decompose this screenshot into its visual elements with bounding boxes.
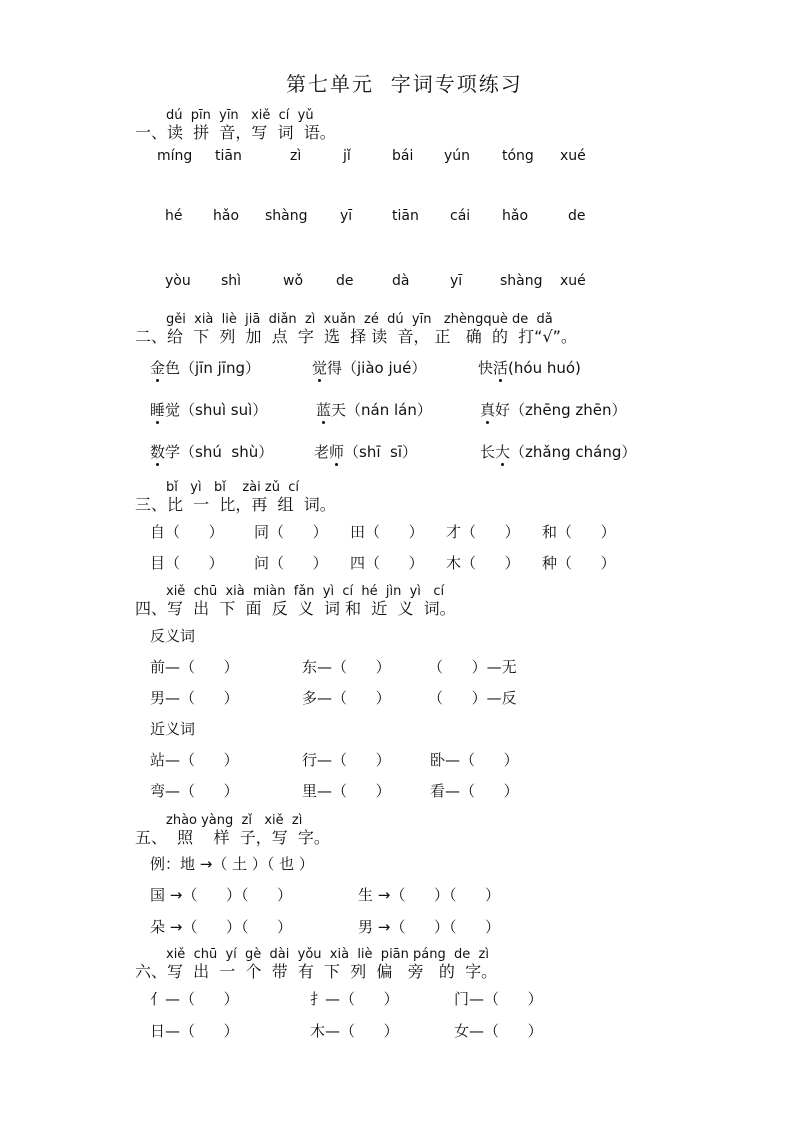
s1-syllable: shì bbox=[221, 273, 242, 289]
s3-row1-1: 自（ ） bbox=[150, 523, 224, 541]
antonym-1-3: （ ）—无 bbox=[428, 658, 517, 676]
pronunciation-item bbox=[314, 441, 417, 462]
pronunciation-item bbox=[480, 399, 627, 420]
pronunciation-options: 得（jiào jué） bbox=[327, 359, 427, 377]
s6-row2-2: 木—（ ） bbox=[310, 1022, 399, 1040]
s1-syllable: hé bbox=[165, 208, 183, 224]
s1-syllable: shàng bbox=[265, 208, 308, 224]
pronunciation-options: （zhǎng cháng） bbox=[510, 443, 637, 461]
s1-heading: 一、读 拼 音，写 词 语。 bbox=[135, 123, 336, 142]
synonym-1-3: 卧—（ ） bbox=[430, 751, 519, 769]
s1-syllable: wǒ bbox=[283, 273, 304, 289]
pronunciation-item bbox=[150, 399, 267, 420]
s1-syllable: yún bbox=[444, 148, 471, 164]
pronunciation-item bbox=[480, 441, 636, 462]
dotted-char: 师 bbox=[329, 443, 345, 461]
item-char: 长 bbox=[480, 443, 496, 461]
s6-row1-2: 扌—（ ） bbox=[310, 990, 399, 1008]
s1-syllable: tiān bbox=[392, 208, 419, 224]
s1-syllable: tiān bbox=[215, 148, 242, 164]
s3-heading: 三、比 一 比，再 组 词。 bbox=[135, 495, 336, 514]
pronunciation-item bbox=[478, 357, 581, 378]
dotted-char: 数 bbox=[150, 443, 166, 461]
s1-syllable: yī bbox=[450, 273, 463, 289]
pronunciation-options: 好（zhēng zhēn） bbox=[495, 401, 627, 419]
pronunciation-options: 天（nán lán） bbox=[331, 401, 432, 419]
s1-pinyin: dú pīn yīn xiě cí yǔ bbox=[166, 108, 314, 123]
pronunciation-options: 学（shú shù） bbox=[165, 443, 274, 461]
pronunciation-item bbox=[150, 441, 273, 462]
s6-heading: 六、写 出 一 个 带 有 下 列 偏 旁 的 字。 bbox=[135, 962, 498, 981]
s1-syllable: xué bbox=[560, 273, 586, 289]
dotted-char: 大 bbox=[495, 443, 511, 461]
item-char: 快 bbox=[478, 359, 494, 377]
s3-row1-3: 田（ ） bbox=[350, 523, 424, 541]
s1-syllable: míng bbox=[157, 148, 193, 164]
pronunciation-options: （shī sī） bbox=[344, 443, 418, 461]
s1-syllable: dà bbox=[392, 273, 410, 289]
s3-row2-5: 种（ ） bbox=[542, 554, 616, 572]
antonym-2-1: 男—（ ） bbox=[150, 689, 239, 707]
pronunciation-item bbox=[312, 357, 426, 378]
dotted-char: 真 bbox=[480, 401, 496, 419]
s3-row2-4: 木（ ） bbox=[446, 554, 520, 572]
dotted-char: 睡 bbox=[150, 401, 166, 419]
s5-row2-1: 朵 →（ ）（ ） bbox=[150, 918, 293, 936]
s5-row1-2: 生 →（ ）（ ） bbox=[358, 886, 501, 904]
s6-row1-1: 亻—（ ） bbox=[150, 990, 239, 1008]
s1-syllable: jǐ bbox=[343, 148, 351, 164]
s1-syllable: bái bbox=[392, 148, 414, 164]
pronunciation-options: 色（jīn jīng） bbox=[165, 359, 260, 377]
s6-row2-3: 女—（ ） bbox=[454, 1022, 543, 1040]
dotted-char: 活 bbox=[493, 359, 509, 377]
s2-pinyin: gěi xià liè jiā diǎn zì xuǎn zé dú yīn zhèngquè de dǎ bbox=[166, 312, 553, 327]
s3-pinyin: bǐ yì bǐ zài zǔ cí bbox=[166, 480, 299, 495]
s5-pinyin: zhào yàng zǐ xiě zì bbox=[166, 813, 303, 828]
dotted-char: 蓝 bbox=[316, 401, 332, 419]
s3-row2-2: 问（ ） bbox=[254, 554, 328, 572]
synonym-2-3: 看—（ ） bbox=[430, 782, 519, 800]
s6-pinyin: xiě chū yí gè dài yǒu xià liè piān páng de zì bbox=[166, 947, 489, 962]
dotted-char: 金 bbox=[150, 359, 166, 377]
s1-syllable: tóng bbox=[502, 148, 534, 164]
s6-row1-3: 门—（ ） bbox=[454, 990, 543, 1008]
s1-syllable: hǎo bbox=[502, 208, 529, 224]
s1-syllable: yòu bbox=[165, 273, 191, 289]
s3-row1-4: 才（ ） bbox=[446, 523, 520, 541]
antonym-2-2: 多—（ ） bbox=[302, 689, 391, 707]
s5-example: 例：地 →（ 土 ）（ 也 ） bbox=[150, 855, 314, 873]
antonym-label: 反义词 bbox=[150, 627, 196, 645]
s5-heading: 五、 照 样 子，写 字。 bbox=[135, 828, 330, 847]
dotted-char: 觉 bbox=[312, 359, 328, 377]
synonym-2-1: 弯—（ ） bbox=[150, 782, 239, 800]
antonym-1-1: 前—（ ） bbox=[150, 658, 239, 676]
s1-syllable: hǎo bbox=[213, 208, 240, 224]
synonym-1-2: 行—（ ） bbox=[302, 751, 391, 769]
s4-heading: 四、写 出 下 面 反 义 词 和 近 义 词。 bbox=[135, 599, 456, 618]
s1-syllable: shàng bbox=[500, 273, 543, 289]
s3-row2-1: 目（ ） bbox=[150, 554, 224, 572]
s1-syllable: de bbox=[336, 273, 354, 289]
s3-row1-2: 同（ ） bbox=[254, 523, 328, 541]
synonym-2-2: 里—（ ） bbox=[302, 782, 391, 800]
s6-row2-1: 日—（ ） bbox=[150, 1022, 239, 1040]
pronunciation-options: 觉（shuì suì） bbox=[165, 401, 268, 419]
s5-row2-2: 男 →（ ）（ ） bbox=[358, 918, 501, 936]
s1-syllable: xué bbox=[560, 148, 586, 164]
s3-row2-3: 四（ ） bbox=[350, 554, 424, 572]
s5-row1-1: 国 →（ ）（ ） bbox=[150, 886, 293, 904]
item-char: 老 bbox=[314, 443, 330, 461]
antonym-2-3: （ ）—反 bbox=[428, 689, 517, 707]
pronunciation-options: (hóu huó) bbox=[508, 359, 581, 377]
s1-syllable: cái bbox=[450, 208, 471, 224]
antonym-1-2: 东—（ ） bbox=[302, 658, 391, 676]
s1-syllable: de bbox=[568, 208, 586, 224]
s2-heading: 二、给 下 列 加 点 字 选 择 读 音， 正 确 的 打“√”。 bbox=[135, 327, 577, 346]
s1-syllable: zì bbox=[290, 148, 302, 164]
s4-pinyin: xiě chū xià miàn fǎn yì cí hé jìn yì cí bbox=[166, 584, 445, 599]
pronunciation-item bbox=[316, 399, 432, 420]
synonym-label: 近义词 bbox=[150, 720, 196, 738]
pronunciation-item bbox=[150, 357, 260, 378]
s3-row1-5: 和（ ） bbox=[542, 523, 616, 541]
page-title: 第七单元 字词专项练习 bbox=[286, 72, 523, 96]
synonym-1-1: 站—（ ） bbox=[150, 751, 239, 769]
s1-syllable: yī bbox=[340, 208, 353, 224]
